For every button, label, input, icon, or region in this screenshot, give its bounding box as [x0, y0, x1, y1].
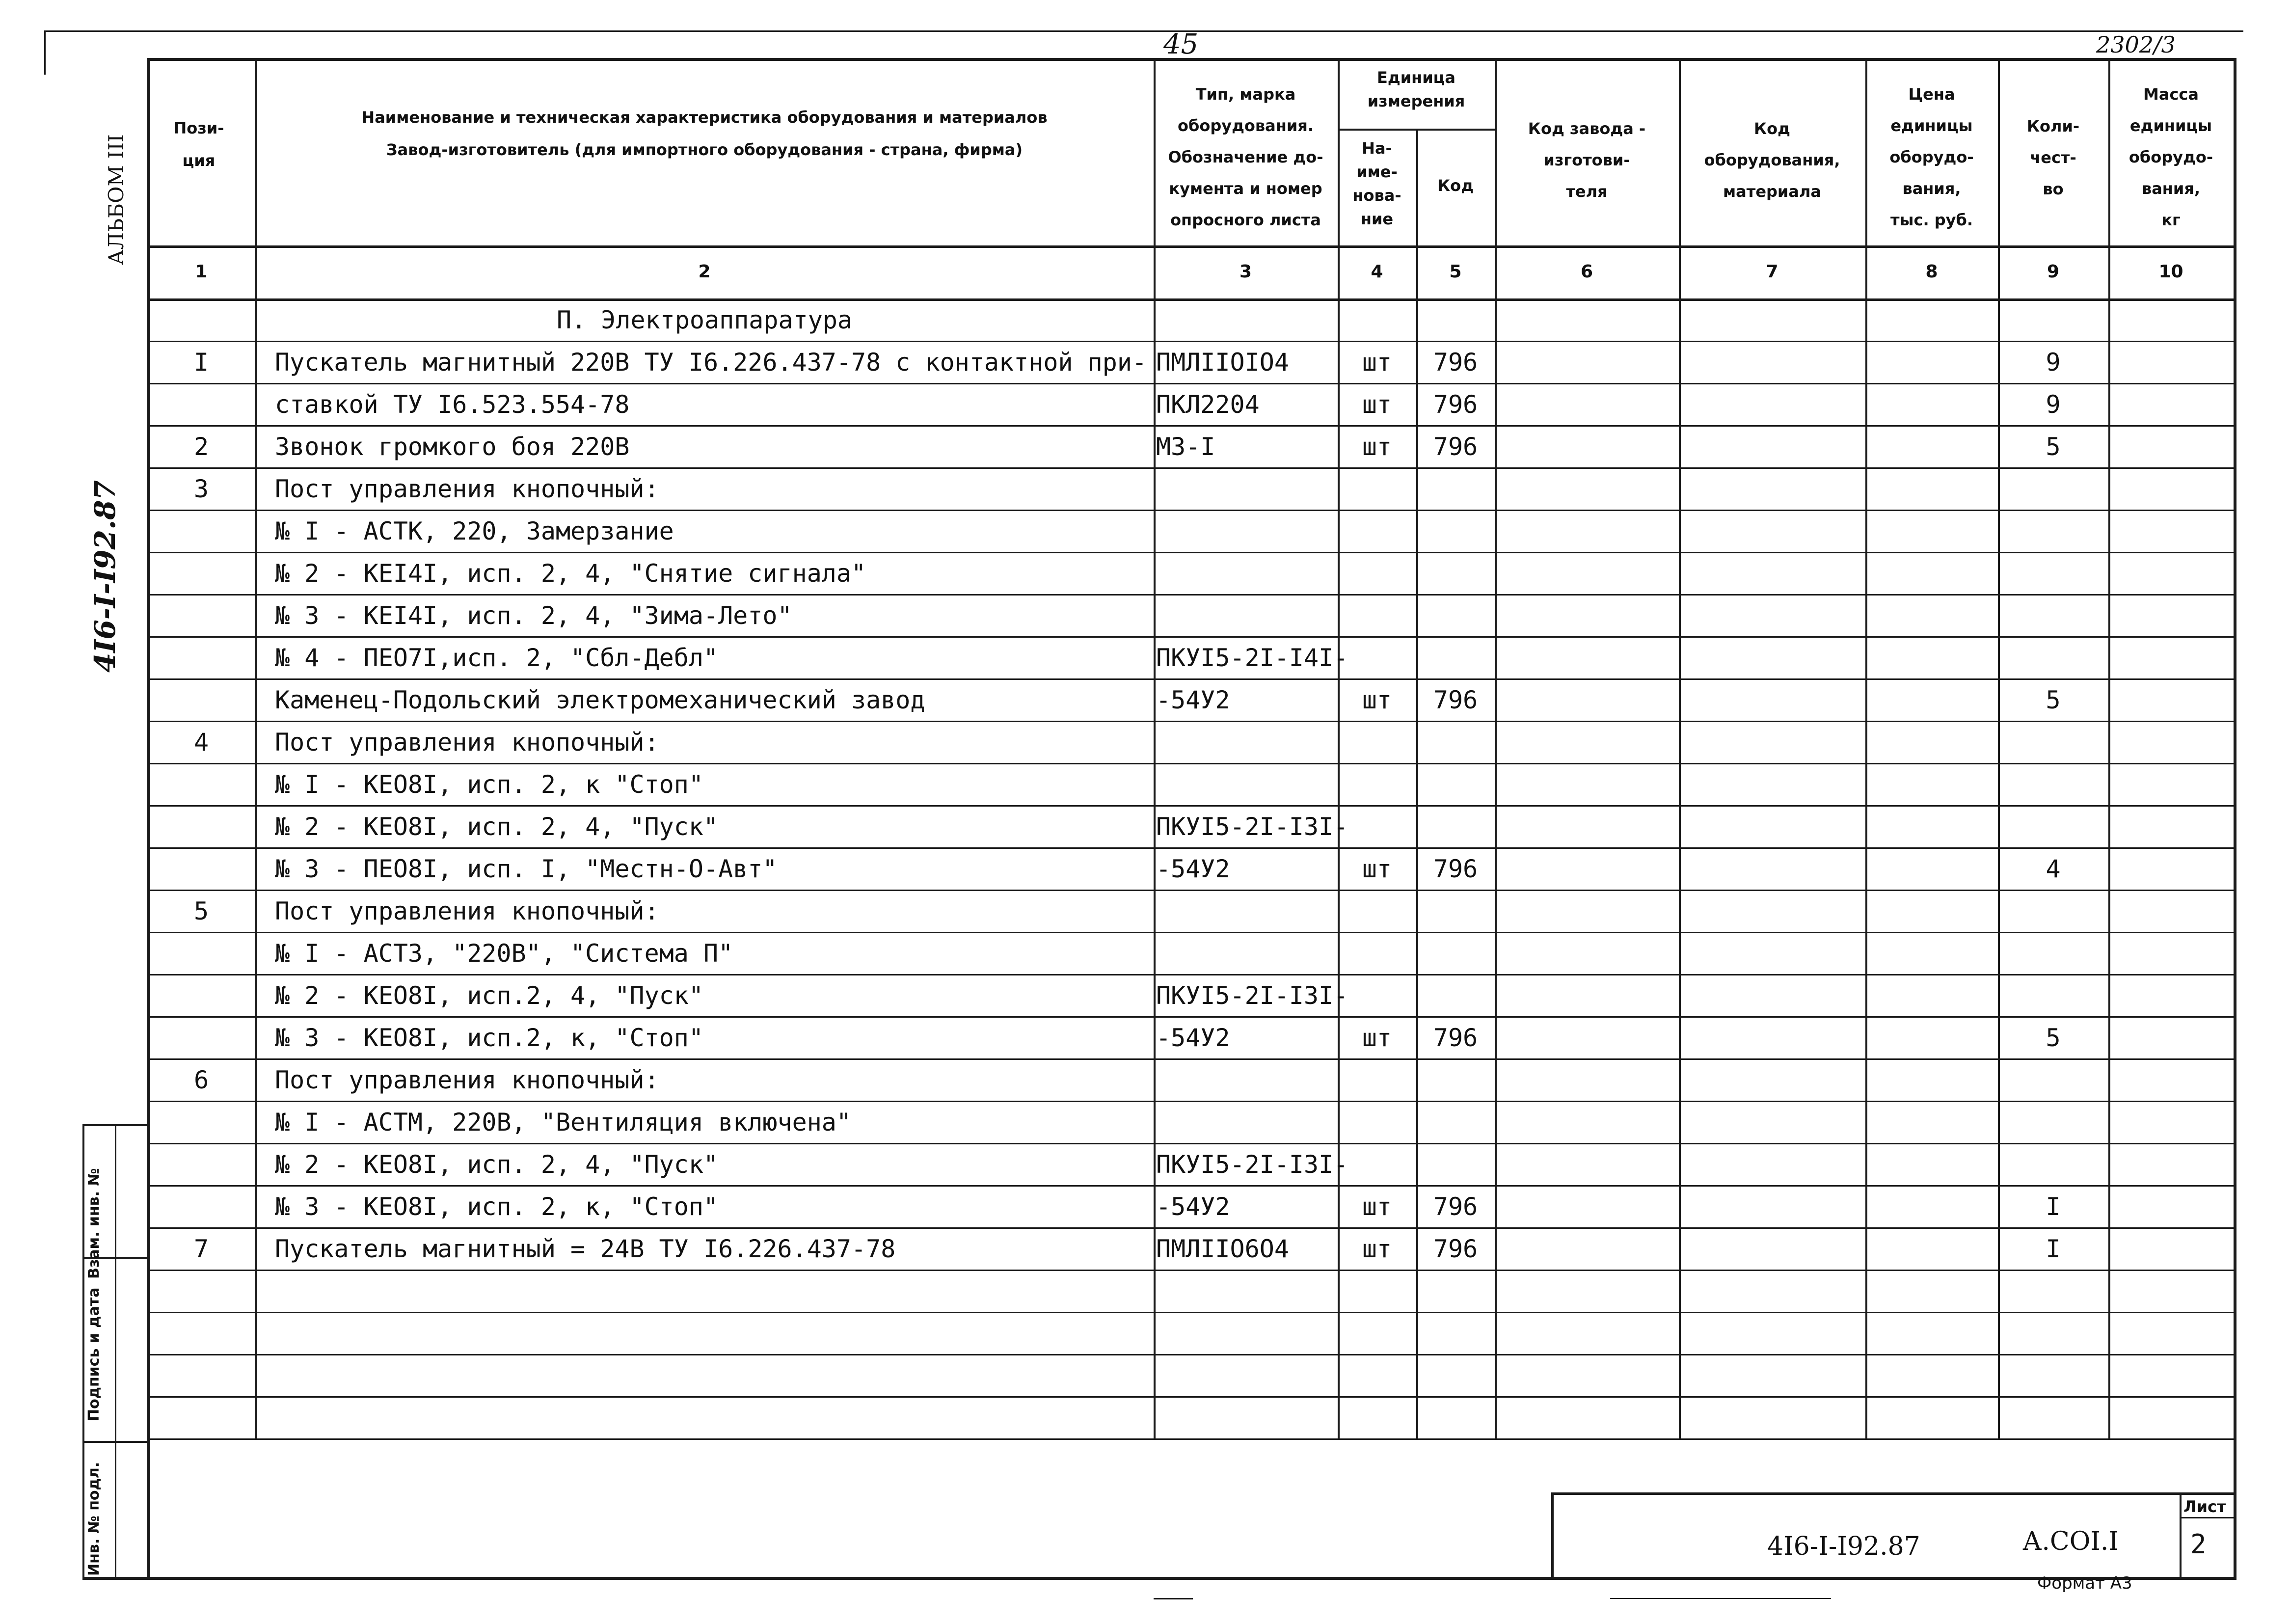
- row-rule: [147, 1101, 2234, 1102]
- header-unit-name: На- име- нова- ние: [1352, 139, 1401, 228]
- row-rule: [147, 1227, 2234, 1229]
- row-rule: [147, 341, 2234, 342]
- row-unit: шт: [1362, 1192, 1392, 1221]
- row-rule: [147, 1270, 2234, 1271]
- row-unit: шт: [1362, 855, 1392, 883]
- row-rule: [147, 847, 2234, 849]
- row-rule: [147, 1058, 2234, 1060]
- row-name: № 3 - КЕО8I, исп. 2, к, "Стоп": [275, 1192, 719, 1221]
- header-price: Цена единицы оборудо- вания, тыс. руб.: [1889, 85, 1974, 229]
- column-number-rule: [147, 298, 2234, 301]
- row-rule: [147, 636, 2234, 638]
- row-rule: [147, 467, 2234, 469]
- row-position: 5: [193, 897, 209, 925]
- row-name: № I - АСТ3, "220В", "Система П": [275, 939, 733, 968]
- row-position: 3: [193, 475, 209, 503]
- column-number: 5: [1449, 262, 1462, 282]
- stamp-inner-rule: [115, 1124, 116, 1577]
- row-rule: [147, 1312, 2234, 1313]
- row-name: Пост управления кнопочный:: [275, 897, 659, 925]
- row-name: № I - АСТК, 220, Замерзание: [275, 517, 674, 545]
- row-rule: [147, 425, 2234, 427]
- row-rule: [147, 678, 2234, 680]
- header-type: Тип, марка оборудования. Обозначение до- кумента и номер опросного листа: [1168, 85, 1323, 229]
- row-quantity: 5: [2046, 433, 2061, 461]
- row-quantity: 5: [2046, 686, 2061, 714]
- format-label: Формат А3: [2037, 1573, 2132, 1593]
- row-name: Каменец-Подольский электромеханический завод: [275, 686, 925, 714]
- row-type: -54У2: [1156, 1024, 1230, 1052]
- title-sheet-code: А.СОI.I: [2022, 1527, 2119, 1556]
- row-name: № 3 - ПЕО8I, исп. I, "Местн-О-Авт": [275, 855, 778, 883]
- row-type: ПКУI5-2I-I3I-: [1156, 812, 1348, 841]
- row-unit: шт: [1362, 390, 1392, 419]
- title-sheet-number: 2: [2190, 1529, 2207, 1560]
- row-name: № I - КЕО8I, исп. 2, к "Стоп": [275, 770, 703, 799]
- row-rule: [147, 383, 2234, 384]
- row-unit: шт: [1362, 433, 1392, 461]
- row-unit-code: 796: [1433, 855, 1478, 883]
- row-type: ПКУI5-2I-I4I-: [1156, 644, 1348, 672]
- row-rule: [147, 721, 2234, 722]
- row-unit-code: 796: [1433, 433, 1478, 461]
- stamp-rule: [82, 1577, 147, 1580]
- page-mark: 45: [1163, 28, 1199, 60]
- column-number: 4: [1371, 262, 1383, 282]
- title-block-top: [1551, 1492, 2234, 1495]
- row-unit-code: 796: [1433, 1192, 1478, 1221]
- row-name: № 2 - КЕО8I, исп.2, 4, "Пуск": [275, 981, 703, 1010]
- outer-border-right: [2234, 58, 2236, 1580]
- row-quantity: I: [2046, 1235, 2061, 1263]
- row-position: 4: [193, 728, 209, 757]
- header-equipment-code: Код оборудования, материала: [1704, 119, 1840, 201]
- header-plant-code: Код завода - изготови- теля: [1528, 119, 1646, 201]
- stamp-left-border: [82, 1124, 84, 1577]
- row-rule: [147, 1354, 2234, 1355]
- header-position: Пози- ция: [173, 119, 224, 170]
- row-name: № 4 - ПЕО7I,исп. 2, "Сбл-Дебл": [275, 644, 719, 672]
- row-rule: [147, 1396, 2234, 1398]
- bottom-trim-mark: [1610, 1598, 1831, 1599]
- row-type: ПМЛIIО6О4: [1156, 1235, 1289, 1263]
- row-rule: [147, 805, 2234, 807]
- row-name: Звонок громкого боя 220В: [275, 433, 630, 461]
- bottom-trim-mark: [1154, 1598, 1193, 1599]
- row-name: № I - АСТМ, 220В, "Вентиляция включена": [275, 1108, 851, 1137]
- column-number: 10: [2158, 262, 2183, 282]
- column-number: 3: [1239, 262, 1252, 282]
- row-name: Пускатель магнитный 220В ТУ I6.226.437-78 с контактной при-: [275, 348, 1147, 377]
- row-type: -54У2: [1156, 686, 1230, 714]
- row-rule: [147, 594, 2234, 595]
- header-mass: Масса единицы оборудо- вания, кг: [2128, 85, 2213, 229]
- row-name: Пост управления кнопочный:: [275, 475, 659, 503]
- column-number: 1: [195, 262, 208, 282]
- row-unit-code: 796: [1433, 390, 1478, 419]
- header-unit-code: Код: [1437, 176, 1474, 195]
- stamp-label-replacement: Взам. инв. №: [85, 1168, 103, 1279]
- row-rule: [147, 932, 2234, 933]
- row-unit-code: 796: [1433, 1235, 1478, 1263]
- row-name: ставкой ТУ I6.523.554-78: [275, 390, 630, 419]
- row-rule: [147, 1143, 2234, 1144]
- trim-corner: [44, 30, 46, 75]
- row-name: Пускатель магнитный = 24В ТУ I6.226.437-78: [275, 1235, 896, 1263]
- trim-line: [44, 30, 2243, 32]
- row-quantity: 4: [2046, 855, 2061, 883]
- row-name: Пост управления кнопочный:: [275, 728, 659, 757]
- outer-border-left: [147, 58, 150, 1580]
- header-bottom-rule: [147, 245, 2234, 248]
- title-block-sheet-label-rule: [2180, 1517, 2234, 1518]
- column-number: 7: [1766, 262, 1778, 282]
- row-rule: [147, 1438, 2234, 1440]
- title-block-left: [1551, 1492, 1554, 1577]
- row-position: 6: [193, 1066, 209, 1094]
- row-rule: [147, 510, 2234, 511]
- document-id: 2302/3: [2096, 31, 2176, 58]
- stamp-label-signature: Подпись и дата: [85, 1287, 103, 1421]
- row-name: № 3 - КЕI4I, исп. 2, 4, "Зима-Лето": [275, 601, 792, 630]
- column-number: 8: [1925, 262, 1938, 282]
- row-rule: [147, 890, 2234, 891]
- header-name: Наименование и техническая характеристика оборудования и материалов Завод-изготовитель (для импортного оборудования - страна, фирма): [361, 108, 1048, 159]
- row-unit-code: 796: [1433, 348, 1478, 377]
- title-doc-code: 4I6-I-I92.87: [1767, 1532, 1920, 1561]
- row-unit: шт: [1362, 1024, 1392, 1052]
- title-sheet-label: Лист: [2183, 1497, 2226, 1516]
- row-quantity: 9: [2046, 390, 2061, 419]
- column-number: 2: [698, 262, 711, 282]
- row-unit: шт: [1362, 686, 1392, 714]
- row-quantity: 5: [2046, 1024, 2061, 1052]
- row-rule: [147, 552, 2234, 553]
- row-name: № 2 - КЕО8I, исп. 2, 4, "Пуск": [275, 1150, 719, 1179]
- row-type: -54У2: [1156, 855, 1230, 883]
- row-type: ПКЛ2204: [1156, 390, 1260, 419]
- stamp-label-inventory: Инв. № подл.: [85, 1462, 103, 1576]
- row-position: 2: [193, 433, 209, 461]
- column-number: 6: [1580, 262, 1593, 282]
- title-block-sheet-rule: [2180, 1492, 2182, 1577]
- row-type: ПМЛIIОIО4: [1156, 348, 1289, 377]
- row-unit: шт: [1362, 348, 1392, 377]
- row-name: № 3 - КЕО8I, исп.2, к, "Стоп": [275, 1024, 703, 1052]
- row-section-title: П. Электроаппаратура: [556, 306, 853, 334]
- handwritten-code: 4I6-I-I92.87: [88, 480, 122, 673]
- row-unit-code: 796: [1433, 1024, 1478, 1052]
- row-type: -54У2: [1156, 1192, 1230, 1221]
- row-rule: [147, 974, 2234, 975]
- row-quantity: 9: [2046, 348, 2061, 377]
- header-quantity: Коли- чест- во: [2026, 117, 2080, 198]
- row-rule: [147, 1016, 2234, 1018]
- row-rule: [147, 1185, 2234, 1187]
- row-type: МЗ-I: [1156, 433, 1215, 461]
- row-rule: [147, 763, 2234, 764]
- row-unit-code: 796: [1433, 686, 1478, 714]
- row-position: 7: [193, 1235, 209, 1263]
- row-unit: шт: [1362, 1235, 1392, 1263]
- column-number: 9: [2047, 262, 2060, 282]
- row-name: № 2 - КЕО8I, исп. 2, 4, "Пуск": [275, 812, 719, 841]
- row-quantity: I: [2046, 1192, 2061, 1221]
- row-name: Пост управления кнопочный:: [275, 1066, 659, 1094]
- album-label: АЛЬБОМ III: [104, 134, 128, 265]
- row-name: № 2 - КЕI4I, исп. 2, 4, "Снятие сигнала": [275, 559, 866, 588]
- row-type: ПКУI5-2I-I3I-: [1156, 1150, 1348, 1179]
- outer-border-bottom: [147, 1577, 2234, 1580]
- header-unit-group: Единица измерения: [1367, 68, 1465, 110]
- row-position: I: [193, 348, 209, 377]
- row-type: ПКУI5-2I-I3I-: [1156, 981, 1348, 1010]
